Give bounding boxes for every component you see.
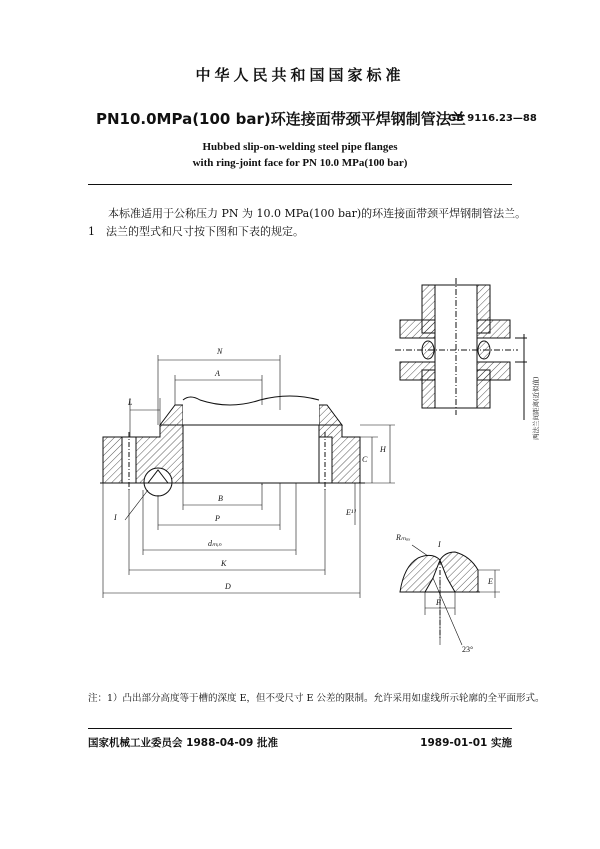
approval-info: 国家机械工业委员会 1988-04-09 批准	[88, 737, 278, 749]
dim-P: P	[215, 514, 220, 523]
detail-I-view	[400, 545, 500, 645]
dim-F: F	[436, 598, 441, 607]
dim-D: D	[225, 582, 231, 591]
detail-I-title: I	[438, 540, 441, 549]
dim-E1: E¹⁾	[346, 508, 356, 517]
assembly-view	[395, 278, 527, 420]
dim-K: K	[221, 559, 227, 568]
dim-C: C	[362, 455, 368, 464]
dim-N: N	[217, 347, 223, 356]
dim-dmin: dₘᵢₙ	[208, 539, 222, 548]
standard-header: 中华人民共和国国家标准	[195, 66, 405, 84]
scope-paragraph: 本标准适用于公称压力 PN 为 10.0 MPa(100 bar)的环连接面带颈平焊钢制管法兰。	[108, 207, 527, 220]
clause-1: 1 法兰的型式和尺寸按下图和下表的规定。	[88, 225, 304, 238]
standard-number: GB 9116.23—88	[448, 113, 537, 124]
document-title-cn: PN10.0MPa(100 bar)环连接面带颈平焊钢制管法兰	[96, 110, 466, 128]
dim-L: L	[128, 398, 133, 407]
note-1: 注：1）凸出部分高度等于槽的深度 E，但不受尺寸 E 公差的限制。允许采用如虚线所示轮廓的全平面形式。	[88, 693, 545, 704]
dim-B: B	[218, 494, 223, 503]
detail-marker-I: I	[114, 513, 117, 522]
angle-23: 23°	[462, 645, 474, 654]
document-title-en-line2: with ring-joint face for PN 10.0 MPa(100 bar)	[192, 157, 408, 169]
dim-Rmax: Rₘₐₓ	[396, 533, 411, 542]
dim-E: E	[488, 577, 493, 586]
footer-divider	[88, 728, 512, 729]
spacing-note: 两法兰间距离(近似值)	[532, 376, 540, 440]
dim-H: H	[380, 445, 386, 454]
dim-A: A	[215, 369, 220, 378]
implementation-date: 1989-01-01 实施	[420, 737, 512, 749]
document-title-en-line1: Hubbed slip-on-welding steel pipe flanges	[202, 141, 398, 153]
main-flange-section	[100, 355, 395, 598]
